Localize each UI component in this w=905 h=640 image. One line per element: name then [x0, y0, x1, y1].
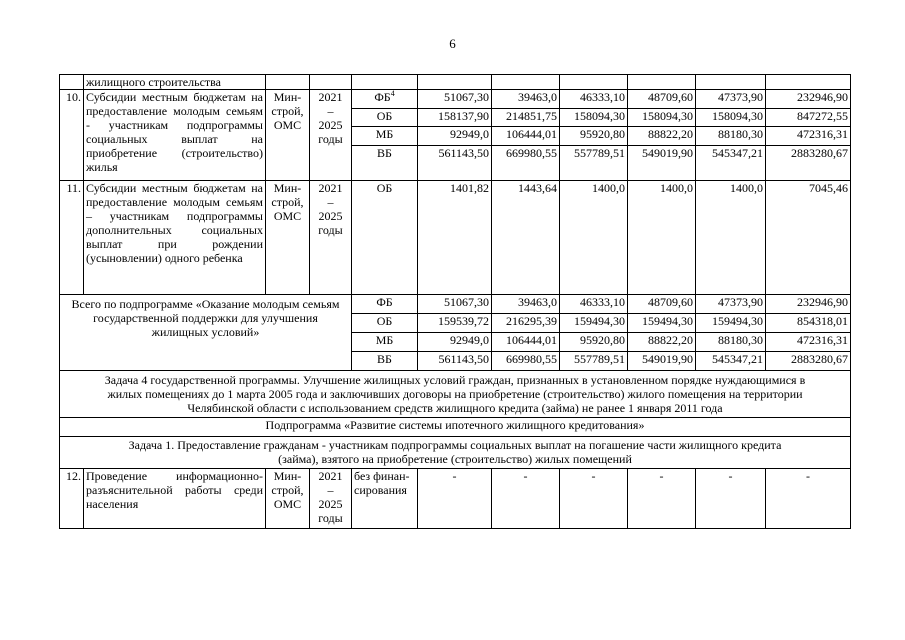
subprogram-total-label: Всего по подпрограмме «Оказание молодым семьям государственной поддержки для улучшения жилищных условий»	[60, 295, 352, 371]
value-cell: 51067,30	[418, 295, 492, 314]
source-cell: ФБ	[352, 295, 418, 314]
value-cell: 549019,90	[628, 146, 696, 181]
source-cell: без финан-сирования	[352, 469, 418, 529]
value-cell: 847272,55	[766, 109, 851, 127]
value-cell: -	[560, 469, 628, 529]
value-cell: 545347,21	[696, 146, 766, 181]
value-cell: 158094,30	[696, 109, 766, 127]
value-cell: 557789,51	[560, 352, 628, 371]
task-1-heading: Задача 1. Предоставление гражданам - участникам подпрограммы социальных выплат на погашение части жилищного кредита (займа), взятого на приобретение (строительство) жилых помещений	[60, 437, 851, 469]
row-number: 12.	[60, 469, 84, 529]
value-cell: 158137,90	[418, 109, 492, 127]
executor: Мин-строй, ОМС	[266, 469, 310, 529]
value-cell: 549019,90	[628, 352, 696, 371]
value-cell: 88180,30	[696, 333, 766, 352]
value-cell: 46333,10	[560, 90, 628, 109]
value-cell: -	[418, 469, 492, 529]
value-cell: 46333,10	[560, 295, 628, 314]
value-cell: 1401,82	[418, 181, 492, 295]
value-cell: 2883280,67	[766, 352, 851, 371]
table-row	[60, 418, 851, 437]
measure-name: Субсидии местным бюджетам на предоставление молодым семьям - участникам подпрограммы социальных выплат на приобретение (строительство) жилья	[84, 90, 266, 181]
period: 2021 – 2025 годы	[310, 469, 352, 529]
value-cell: 95920,80	[560, 333, 628, 352]
value-cell: 39463,0	[492, 295, 560, 314]
value-cell: 92949,0	[418, 333, 492, 352]
task-4-heading: Задача 4 государственной программы. Улучшение жилищных условий граждан, признанных в установленном порядке нуждающимися в жилых помещениях до 1 марта 2005 года и заключивших договоры на приобретение (строительство) жилого помещения на территории Челябинской области с использованием средств жилищного кредита (займа) не ранее 1 января 2011 года	[60, 371, 851, 418]
executor: Мин-строй, ОМС	[266, 90, 310, 181]
source-cell: ВБ	[352, 146, 418, 181]
value-cell: -	[628, 469, 696, 529]
table-row	[60, 469, 851, 529]
value-cell: 48709,60	[628, 90, 696, 109]
table-row	[60, 437, 851, 469]
value-cell: 159494,30	[696, 314, 766, 333]
carry-num-cell	[60, 75, 84, 90]
row-number: 10.	[60, 90, 84, 181]
value-cell: 669980,55	[492, 352, 560, 371]
value-cell: -	[696, 469, 766, 529]
value-cell: 1400,0	[696, 181, 766, 295]
value-cell: 47373,90	[696, 90, 766, 109]
value-cell: 159539,72	[418, 314, 492, 333]
value-cell: -	[492, 469, 560, 529]
value-cell: 232946,90	[766, 90, 851, 109]
value-cell: 92949,0	[418, 127, 492, 146]
value-cell: 214851,75	[492, 109, 560, 127]
value-cell: 88822,20	[628, 127, 696, 146]
value-cell: 216295,39	[492, 314, 560, 333]
value-cell: 39463,0	[492, 90, 560, 109]
row-number: 11.	[60, 181, 84, 295]
period: 2021 – 2025 годы	[310, 181, 352, 295]
source-cell: ОБ	[352, 314, 418, 333]
value-cell: 232946,90	[766, 295, 851, 314]
period: 2021 – 2025 годы	[310, 90, 352, 181]
source-cell: ОБ	[352, 109, 418, 127]
value-cell: 158094,30	[560, 109, 628, 127]
page-number: 6	[449, 36, 456, 51]
source-cell: МБ	[352, 333, 418, 352]
value-cell: 7045,46	[766, 181, 851, 295]
value-cell: 2883280,67	[766, 146, 851, 181]
value-cell: 561143,50	[418, 146, 492, 181]
value-cell: 1400,0	[560, 181, 628, 295]
value-cell: -	[766, 469, 851, 529]
value-cell: 95920,80	[560, 127, 628, 146]
subprogram-heading: Подпрограмма «Развитие системы ипотечного жилищного кредитования»	[60, 418, 851, 437]
budget-table	[59, 74, 851, 529]
executor: Мин-строй, ОМС	[266, 181, 310, 295]
value-cell: 545347,21	[696, 352, 766, 371]
value-cell: 1400,0	[628, 181, 696, 295]
value-cell: 88822,20	[628, 333, 696, 352]
value-cell: 159494,30	[560, 314, 628, 333]
value-cell: 47373,90	[696, 295, 766, 314]
measure-name: Субсидии местным бюджетам на предоставление молодым семьям – участникам подпрограммы дополнительных социальных выплат при рождении (усыновлении) одного ребенка	[84, 181, 266, 295]
value-cell: 557789,51	[560, 146, 628, 181]
value-cell: 106444,01	[492, 127, 560, 146]
value-cell: 561143,50	[418, 352, 492, 371]
measure-name: Проведение информационно-разъяснительной работы среди населения	[84, 469, 266, 529]
value-cell: 1443,64	[492, 181, 560, 295]
value-cell: 158094,30	[628, 109, 696, 127]
source-cell: $ФБ^4$	[352, 90, 418, 109]
source-cell: ОБ	[352, 181, 418, 295]
value-cell: 51067,30	[418, 90, 492, 109]
value-cell: 669980,55	[492, 146, 560, 181]
value-cell: 48709,60	[628, 295, 696, 314]
value-cell: 88180,30	[696, 127, 766, 146]
source-cell: МБ	[352, 127, 418, 146]
value-cell: 472316,31	[766, 333, 851, 352]
table-row	[60, 295, 851, 314]
value-cell: 472316,31	[766, 127, 851, 146]
carry-row	[60, 75, 851, 90]
value-cell: 106444,01	[492, 333, 560, 352]
value-cell: 159494,30	[628, 314, 696, 333]
source-cell: ВБ	[352, 352, 418, 371]
carry-text: жилищного строительства	[84, 75, 266, 90]
table-row	[60, 181, 851, 295]
value-cell: 854318,01	[766, 314, 851, 333]
table-row	[60, 90, 851, 109]
table-row	[60, 371, 851, 418]
